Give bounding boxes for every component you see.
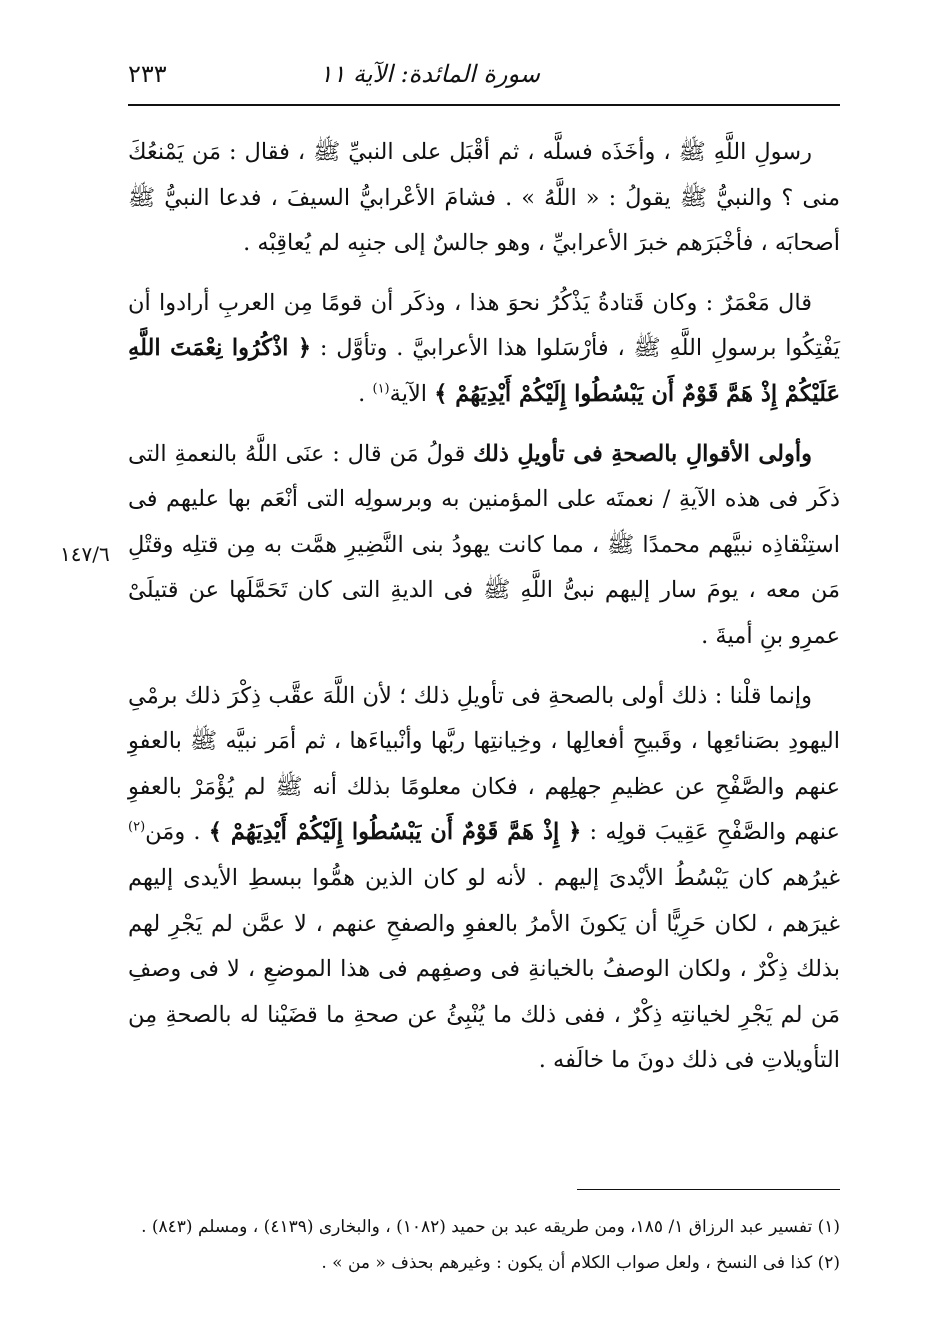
- paragraph-text: الآية: [389, 380, 428, 407]
- paragraph-text: رسولِ اللَّهِ ﷺ ، وأخَذَه فسلَّه ، ثم أقْبَل على النبيِّ ﷺ ، فقال : مَن يَمْنعُكَ منى ؟ والنبيُّ ﷺ يقولُ : « اللَّهُ » . فشامَ الأعْرابيُّ السيفَ ، فدعا النبيُّ ﷺ أصحابَه ، فأخْبَرَهم خبرَ الأعرابيِّ ، وهو جالسٌ إلى جنبِه لم يُعاقِبْه .: [128, 139, 840, 257]
- bold-lead: وأولى الأقوالِ بالصحةِ فى تأويلِ ذلك: [473, 440, 812, 467]
- footnote-marker-1: (١): [372, 381, 390, 397]
- margin-reference: ١٤٧/٦: [60, 542, 110, 566]
- header-rule: [128, 104, 840, 106]
- footnote-2: (٢) كذا فى النسخ ، ولعل صواب الكلام أن يكون : وغيرهم بحذف « من » .: [321, 1253, 840, 1273]
- paragraph-text: . ومَن: [145, 819, 209, 846]
- paragraph-text: قال مَعْمَرٌ : وكان قَتادةُ يَذْكُرُ نحوَ هذا ، وذكَر أن قومًا مِن العربِ أرادوا أن يَفْتِكُوا برسولِ اللَّهِ ﷺ ، فأرْسَلوا هذا الأعرابيَّ . وتأوَّل :: [128, 289, 841, 362]
- paragraph-text: قولُ مَن قال : عنَى اللَّهُ بالنعمةِ التى ذكَر فى هذه الآيةِ / نعمتَه على المؤمنين به وبرسولِه التى أنْعَم بها عليهم فى استِنْقاذِه نبيَّهم محمدًا ﷺ ، مما كانت يهودُ بنى النَّضِيرِ همَّت به مِن قتلِه وقتْلِ مَن معه ، يومَ سار إليهم نبىُّ اللَّهِ ﷺ فى الديةِ التى كان تَحَمَّلَها عن قتيلَىْ عمرِو بنِ أميةَ .: [128, 440, 840, 649]
- page-number: ٢٣٣: [128, 60, 167, 88]
- running-header: [128, 56, 840, 96]
- footnote-1: (١) تفسير عبد الرزاق ١/ ١٨٥، ومن طريقه عبد بن حميد (١٠٨٢) ، والبخارى (٤١٣٩) ، ومسلم (٨٤٣) .: [141, 1217, 840, 1237]
- paragraph-2: [128, 281, 840, 418]
- paragraph-end: .: [358, 380, 373, 407]
- footnote-marker-2: (٢): [128, 819, 146, 835]
- paragraph-text: وإنما قلْنا : ذلك أولى بالصحةِ فى تأويلِ ذلك ؛ لأن اللَّهَ عقَّب ذِكْرَ ذلك برمْىِ اليهودِ بصَنائعِها ، وقَبيحِ أفعالِها ، وخِيانتِها ربَّها وأنْبياءَها ، ثم أمَر نبيَّه ﷺ بالعفوِ عنهم والصَّفْحِ عن عظيمِ جهلِهم ، فكان معلومًا بذلك أنه ﷺ لم يُؤْمَرْ بالعفوِ عنهم والصَّفْحِ عَقِيبَ قولِه :: [128, 682, 840, 846]
- surah-title: سورة المائدة: الآية ١١: [319, 60, 540, 88]
- footnotes: [128, 1212, 840, 1284]
- paragraph-3: [128, 432, 840, 660]
- main-text: [128, 130, 840, 1084]
- paragraph-4: [128, 674, 840, 1084]
- quran-verse: ﴿ إِذْ هَمَّ قَوْمٌ أَن يَبْسُطُوا إِلَيْكُمْ أَيْدِيَهُمْ ﴾: [208, 819, 582, 846]
- paragraph-text: غيرُهم كان يَبْسُطُ الأيْدىَ إليهم . لأنه لو كان الذين همُّوا ببسطِ الأيدى إليهم غيرَهم ، لكان حَرِيًّا أن يَكونَ الأمرُ بالعفوِ والصفحِ عنهم ، لا عمَّن لم يَجْرِ لهم بذلك ذِكْرٌ ، ولكان الوصفُ بالخيانةِ فى وصفِهم فى هذا الموضعِ ، لا فى وصفِ مَن لم يَجْرِ لخيانتِه ذِكْرٌ ، ففى ذلك ما يُنْبِئُ عن صحةِ ما قضَيْنا له بالصحةِ مِن التأويلاتِ فى ذلك دونَ ما خالَفه .: [128, 864, 840, 1074]
- quran-verse: ﴿ اذْكُرُوا نِعْمَتَ اللَّهِ عَلَيْكُمْ إِذْ هَمَّ قَوْمٌ أَن يَبْسُطُوا إِلَيْكُمْ أَيْدِيَهُمْ ﴾: [128, 335, 840, 407]
- paragraph-1: [128, 130, 840, 267]
- footnote-rule: [577, 1189, 840, 1190]
